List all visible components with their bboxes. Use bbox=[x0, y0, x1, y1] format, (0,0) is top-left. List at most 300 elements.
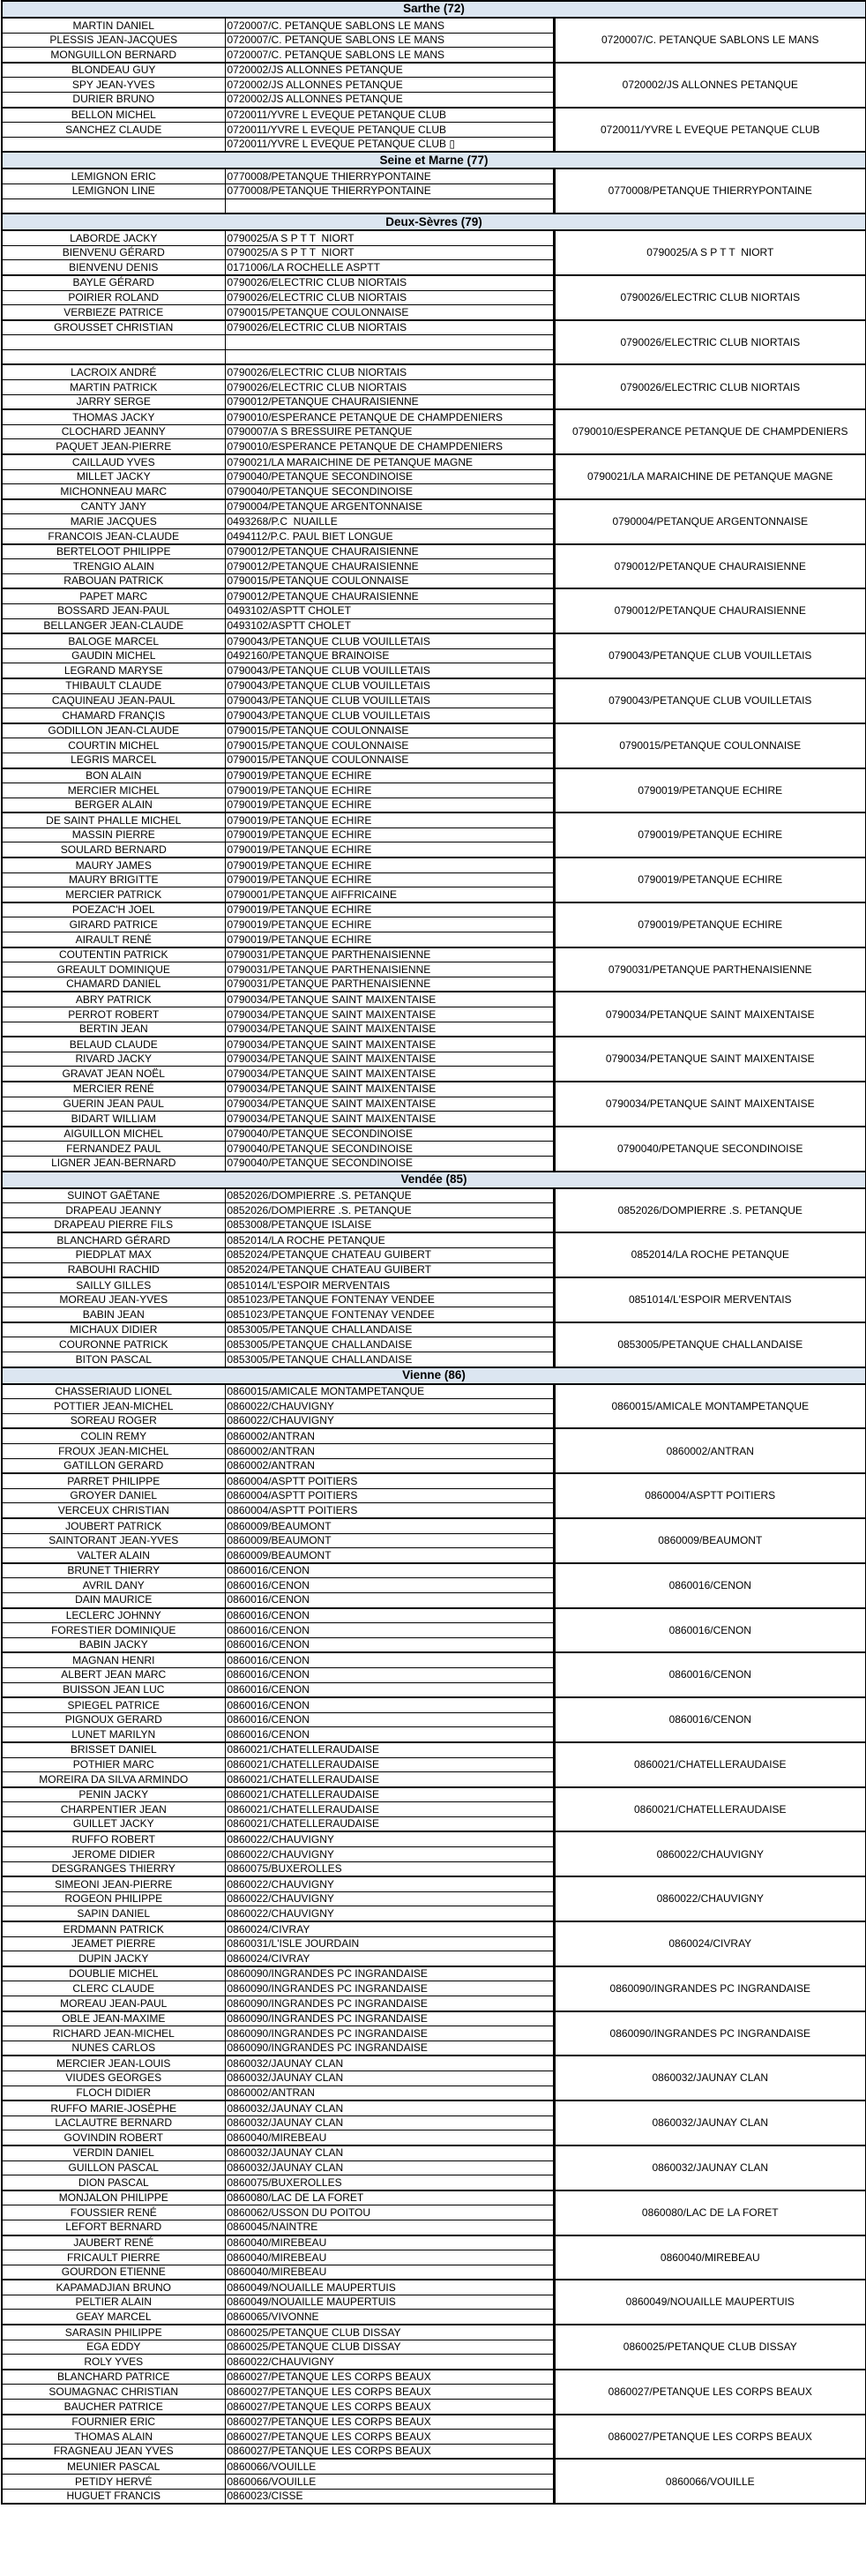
member-licence-club bbox=[225, 349, 554, 364]
group-club: 0860025/PETANQUE CLUB DISSAY bbox=[554, 2325, 866, 2370]
member-name: GUILLET JACKY bbox=[2, 1816, 225, 1831]
member-name: DE SAINT PHALLE MICHEL bbox=[2, 812, 225, 827]
group-club: 0860080/LAC DE LA FORET bbox=[554, 2190, 866, 2235]
member-licence-club: 0860016/CENON bbox=[225, 1727, 554, 1742]
member-name: ROLY YVES bbox=[2, 2355, 225, 2370]
member-licence-club: 0860016/CENON bbox=[225, 1592, 554, 1607]
member-licence-club: 0860040/MIREBEAU bbox=[225, 2250, 554, 2265]
group-club: 0860090/INGRANDES PC INGRANDAISE bbox=[554, 1966, 866, 2011]
member-row bbox=[2, 1787, 866, 1802]
member-licence-club: 0790007/A S BRESSUIRE PETANQUE bbox=[225, 424, 554, 439]
member-licence-club: 0860016/CENON bbox=[225, 1667, 554, 1682]
member-name: BAYLE GÉRARD bbox=[2, 275, 225, 290]
member-name: GUERIN JEAN PAUL bbox=[2, 1097, 225, 1112]
member-licence-club: 0790031/PETANQUE PARTHENAISIENNE bbox=[225, 962, 554, 977]
member-licence-club bbox=[225, 198, 554, 213]
member-name: GREAULT DOMINIQUE bbox=[2, 962, 225, 977]
member-row bbox=[2, 1831, 866, 1846]
group-club: 0790025/A S P T T NIORT bbox=[554, 230, 866, 275]
member-licence-club: 0720002/JS ALLONNES PETANQUE bbox=[225, 63, 554, 78]
member-licence-club: 0790034/PETANQUE SAINT MAIXENTAISE bbox=[225, 1037, 554, 1052]
member-name: MERCIER RENÉ bbox=[2, 1082, 225, 1097]
member-name: LEFORT BERNARD bbox=[2, 2220, 225, 2235]
member-name bbox=[2, 349, 225, 364]
member-row bbox=[2, 902, 866, 917]
member-name: SUINOT GAËTANE bbox=[2, 1188, 225, 1203]
member-licence-club: 0860021/CHATELLERAUDAISE bbox=[225, 1757, 554, 1772]
member-licence-club: 0860090/INGRANDES PC INGRANDAISE bbox=[225, 1996, 554, 2011]
member-row bbox=[2, 18, 866, 33]
member-name: BERTIN JEAN bbox=[2, 1022, 225, 1037]
member-name: FRAGNEAU JEAN YVES bbox=[2, 2444, 225, 2459]
member-licence-club: 0852026/DOMPIERRE .S. PETANQUE bbox=[225, 1203, 554, 1218]
member-name: SPY JEAN-YVES bbox=[2, 78, 225, 93]
member-row bbox=[2, 1277, 866, 1292]
member-licence-club: 0860016/CENON bbox=[225, 1712, 554, 1727]
member-row bbox=[2, 1127, 866, 1142]
member-licence-club: 0853005/PETANQUE CHALLANDAISE bbox=[225, 1322, 554, 1337]
member-name: RICHARD JEAN-MICHEL bbox=[2, 2026, 225, 2041]
member-licence-club: 0860040/MIREBEAU bbox=[225, 2235, 554, 2250]
member-name: MARIE JACQUES bbox=[2, 514, 225, 529]
member-name: THIBAULT CLAUDE bbox=[2, 678, 225, 693]
member-name: FLOCH DIDIER bbox=[2, 2086, 225, 2100]
member-licence-club: 0860040/MIREBEAU bbox=[225, 2265, 554, 2280]
member-licence-club: 0790026/ELECTRIC CLUB NIORTAIS bbox=[225, 320, 554, 335]
member-row bbox=[2, 2459, 866, 2474]
member-name: SAILLY GILLES bbox=[2, 1277, 225, 1292]
member-licence-club: 0860032/JAUNAY CLAN bbox=[225, 2100, 554, 2115]
member-licence-club: 0860009/BEAUMONT bbox=[225, 1548, 554, 1563]
section-header: Deux-Sèvres (79) bbox=[2, 213, 866, 230]
member-name: TRENGIO ALAIN bbox=[2, 559, 225, 574]
member-licence-club: 0860090/INGRANDES PC INGRANDAISE bbox=[225, 2041, 554, 2056]
member-licence-club: 0790012/PETANQUE CHAURAISIENNE bbox=[225, 544, 554, 559]
member-licence-club: 0860022/CHAUVIGNY bbox=[225, 1876, 554, 1891]
group-club: 0860009/BEAUMONT bbox=[554, 1518, 866, 1563]
group-club: 0770008/PETANQUE THIERRYPONTAINE bbox=[554, 168, 866, 213]
group-club: 0860027/PETANQUE LES CORPS BEAUX bbox=[554, 2415, 866, 2460]
member-licence-club: 0790019/PETANQUE ECHIRE bbox=[225, 783, 554, 798]
member-licence-club: 0860022/CHAUVIGNY bbox=[225, 1413, 554, 1428]
member-row bbox=[2, 812, 866, 827]
member-licence-club: 0720002/JS ALLONNES PETANQUE bbox=[225, 78, 554, 93]
group-club: 0790012/PETANQUE CHAURAISIENNE bbox=[554, 588, 866, 633]
member-name bbox=[2, 137, 225, 152]
member-licence-club: 0790021/LA MARAICHINE DE PETANQUE MAGNE bbox=[225, 454, 554, 469]
member-name: MAGNAN HENRI bbox=[2, 1652, 225, 1667]
member-licence-club: 0494112/P.C. PAUL BIET LONGUE bbox=[225, 529, 554, 544]
member-licence-club: 0790019/PETANQUE ECHIRE bbox=[225, 812, 554, 827]
member-name: COURTIN MICHEL bbox=[2, 738, 225, 753]
member-name: CLOCHARD JEANNY bbox=[2, 424, 225, 439]
member-licence-club: 0860024/CIVRAY bbox=[225, 1921, 554, 1936]
group-club: 0790043/PETANQUE CLUB VOUILLETAIS bbox=[554, 633, 866, 678]
member-licence-club: 0860022/CHAUVIGNY bbox=[225, 2355, 554, 2370]
member-name: POTHIER MARC bbox=[2, 1757, 225, 1772]
member-licence-club: 0860066/VOUILLE bbox=[225, 2459, 554, 2474]
member-name: NUNES CARLOS bbox=[2, 2041, 225, 2056]
member-name: SOREAU ROGER bbox=[2, 1413, 225, 1428]
member-name: EGA EDDY bbox=[2, 2340, 225, 2355]
member-name: DRAPEAU PIERRE FILS bbox=[2, 1217, 225, 1232]
member-licence-club: 0860040/MIREBEAU bbox=[225, 2130, 554, 2145]
member-name: LEGRIS MARCEL bbox=[2, 753, 225, 768]
member-name: LUNET MARILYN bbox=[2, 1727, 225, 1742]
section-header-row bbox=[2, 1367, 866, 1384]
member-name: ABRY PATRICK bbox=[2, 992, 225, 1007]
member-licence-club: 0860066/VOUILLE bbox=[225, 2475, 554, 2490]
member-name: SPIEGEL PATRICE bbox=[2, 1697, 225, 1712]
member-name: CHASSERIAUD LIONEL bbox=[2, 1384, 225, 1399]
member-licence-club: 0860032/JAUNAY CLAN bbox=[225, 2115, 554, 2130]
member-licence-club: 0860090/INGRANDES PC INGRANDAISE bbox=[225, 2026, 554, 2041]
group-club: 0860015/AMICALE MONTAMPETANQUE bbox=[554, 1384, 866, 1429]
group-club: 0790010/ESPERANCE PETANQUE DE CHAMPDENIERS bbox=[554, 409, 866, 454]
member-name: JAUBERT RENÉ bbox=[2, 2235, 225, 2250]
group-club: 0860027/PETANQUE LES CORPS BEAUX bbox=[554, 2370, 866, 2415]
section-header: Sarthe (72) bbox=[2, 1, 866, 18]
section-header-row bbox=[2, 152, 866, 168]
group-club: 0790012/PETANQUE CHAURAISIENNE bbox=[554, 544, 866, 589]
member-name: BELLANGER JEAN-CLAUDE bbox=[2, 618, 225, 633]
member-name: BABIN JEAN bbox=[2, 1307, 225, 1322]
member-name: MICHAUX DIDIER bbox=[2, 1322, 225, 1337]
member-row bbox=[2, 1563, 866, 1578]
member-name: FORESTIER DOMINIQUE bbox=[2, 1623, 225, 1638]
member-name: BLONDEAU GUY bbox=[2, 63, 225, 78]
group-club: 0860016/CENON bbox=[554, 1652, 866, 1697]
member-name: BON ALAIN bbox=[2, 768, 225, 783]
member-row bbox=[2, 1322, 866, 1337]
member-name: FROUX JEAN-MICHEL bbox=[2, 1444, 225, 1459]
member-name: BAUCHER PATRICE bbox=[2, 2400, 225, 2415]
member-licence-club: 0492160/PETANQUE BRAINOISE bbox=[225, 648, 554, 663]
member-row bbox=[2, 168, 866, 183]
member-name: LACLAUTRE BERNARD bbox=[2, 2115, 225, 2130]
member-licence-club: 0790025/A S P T T NIORT bbox=[225, 245, 554, 260]
member-licence-club: 0853005/PETANQUE CHALLANDAISE bbox=[225, 1352, 554, 1367]
member-name: ROGEON PHILIPPE bbox=[2, 1891, 225, 1906]
member-name: DRAPEAU JEANNY bbox=[2, 1203, 225, 1218]
member-licence-club: 0493268/P.C NUAILLE bbox=[225, 514, 554, 529]
member-name: MASSIN PIERRE bbox=[2, 827, 225, 842]
member-licence-club: 0860016/CENON bbox=[225, 1637, 554, 1652]
section-header-row bbox=[2, 1172, 866, 1188]
member-name: FERNANDEZ PAUL bbox=[2, 1142, 225, 1157]
group-club: 0790040/PETANQUE SECONDINOISE bbox=[554, 1127, 866, 1172]
member-name: MONJALON PHILIPPE bbox=[2, 2190, 225, 2205]
member-licence-club: 0790034/PETANQUE SAINT MAIXENTAISE bbox=[225, 992, 554, 1007]
member-name: GOVINDIN ROBERT bbox=[2, 2130, 225, 2145]
member-row bbox=[2, 992, 866, 1007]
section-header-row bbox=[2, 1, 866, 18]
member-licence-club: 0790040/PETANQUE SECONDINOISE bbox=[225, 1142, 554, 1157]
member-name: LACROIX ANDRÉ bbox=[2, 364, 225, 379]
member-licence-club: 0790034/PETANQUE SAINT MAIXENTAISE bbox=[225, 1067, 554, 1082]
group-club: 0790043/PETANQUE CLUB VOUILLETAIS bbox=[554, 678, 866, 723]
group-club: 0790019/PETANQUE ECHIRE bbox=[554, 902, 866, 947]
member-name: MOREAU JEAN-YVES bbox=[2, 1292, 225, 1307]
member-name: BERTELOOT PHILIPPE bbox=[2, 544, 225, 559]
member-name: THOMAS JACKY bbox=[2, 409, 225, 424]
member-licence-club: 0860090/INGRANDES PC INGRANDAISE bbox=[225, 1966, 554, 1981]
member-licence-club: 0790010/ESPERANCE PETANQUE DE CHAMPDENIERS bbox=[225, 409, 554, 424]
member-licence-club: 0790019/PETANQUE ECHIRE bbox=[225, 827, 554, 842]
member-licence-club: 0860065/VIVONNE bbox=[225, 2310, 554, 2325]
member-name: GROYER DANIEL bbox=[2, 1488, 225, 1503]
member-licence-club: 0853008/PETANQUE ISLAISE bbox=[225, 1217, 554, 1232]
group-club: 0790019/PETANQUE ECHIRE bbox=[554, 857, 866, 902]
member-licence-club: 0720007/C. PETANQUE SABLONS LE MANS bbox=[225, 48, 554, 63]
member-row bbox=[2, 1384, 866, 1399]
member-licence-club: 0790034/PETANQUE SAINT MAIXENTAISE bbox=[225, 1097, 554, 1112]
member-licence-club: 0860032/JAUNAY CLAN bbox=[225, 2160, 554, 2175]
member-licence-club: 0860022/CHAUVIGNY bbox=[225, 1891, 554, 1906]
member-licence-club: 0790034/PETANQUE SAINT MAIXENTAISE bbox=[225, 1112, 554, 1127]
member-name: OBLE JEAN-MAXIME bbox=[2, 2011, 225, 2026]
member-row bbox=[2, 2415, 866, 2430]
group-club: 0720007/C. PETANQUE SABLONS LE MANS bbox=[554, 18, 866, 63]
member-licence-club: 0860004/ASPTT POITIERS bbox=[225, 1473, 554, 1488]
member-licence-club: 0790012/PETANQUE CHAURAISIENNE bbox=[225, 588, 554, 603]
member-row bbox=[2, 1188, 866, 1203]
group-club: 0853005/PETANQUE CHALLANDAISE bbox=[554, 1322, 866, 1367]
member-licence-club: 0860027/PETANQUE LES CORPS BEAUX bbox=[225, 2370, 554, 2385]
member-licence-club: 0860002/ANTRAN bbox=[225, 2086, 554, 2100]
member-licence-club: 0860016/CENON bbox=[225, 1697, 554, 1712]
member-row bbox=[2, 2011, 866, 2026]
member-name: PAQUET JEAN-PIERRE bbox=[2, 439, 225, 454]
section-header: Vendée (85) bbox=[2, 1172, 866, 1188]
member-name: AIGUILLON MICHEL bbox=[2, 1127, 225, 1142]
member-name: GOURDON ETIENNE bbox=[2, 2265, 225, 2280]
member-licence-club: 0790040/PETANQUE SECONDINOISE bbox=[225, 484, 554, 499]
member-name: CHAMARD DANIEL bbox=[2, 977, 225, 992]
member-name: FOUSSIER RENÉ bbox=[2, 2205, 225, 2220]
member-row bbox=[2, 1518, 866, 1533]
member-licence-club: 0790043/PETANQUE CLUB VOUILLETAIS bbox=[225, 708, 554, 723]
member-name: DAIN MAURICE bbox=[2, 1592, 225, 1607]
member-row bbox=[2, 2056, 866, 2071]
member-name: CANTY JANY bbox=[2, 499, 225, 514]
member-licence-club: 0790026/ELECTRIC CLUB NIORTAIS bbox=[225, 364, 554, 379]
member-name: VERCEUX CHRISTIAN bbox=[2, 1503, 225, 1518]
member-licence-club: 0852024/PETANQUE CHATEAU GUIBERT bbox=[225, 1262, 554, 1277]
member-name: POIRIER ROLAND bbox=[2, 290, 225, 305]
member-name: CAILLAUD YVES bbox=[2, 454, 225, 469]
member-licence-club: 0860016/CENON bbox=[225, 1682, 554, 1697]
member-row bbox=[2, 768, 866, 783]
member-row bbox=[2, 275, 866, 290]
member-name: COURONNE PATRICK bbox=[2, 1337, 225, 1352]
member-name: FRANCOIS JEAN-CLAUDE bbox=[2, 529, 225, 544]
member-name: MILLET JACKY bbox=[2, 469, 225, 484]
member-licence-club: 0860004/ASPTT POITIERS bbox=[225, 1503, 554, 1518]
member-name: BELLON MICHEL bbox=[2, 108, 225, 123]
member-name: VERDIN DANIEL bbox=[2, 2145, 225, 2160]
member-name: PIEDPLAT MAX bbox=[2, 1247, 225, 1262]
member-name: RIVARD JACKY bbox=[2, 1052, 225, 1067]
member-licence-club: 0790012/PETANQUE CHAURAISIENNE bbox=[225, 394, 554, 409]
member-name: JEROME DIDIER bbox=[2, 1847, 225, 1862]
member-name: BIDART WILLIAM bbox=[2, 1112, 225, 1127]
member-licence-club: 0860032/JAUNAY CLAN bbox=[225, 2056, 554, 2071]
member-licence-club: 0860027/PETANQUE LES CORPS BEAUX bbox=[225, 2415, 554, 2430]
member-licence-club: 0720011/YVRE L EVEQUE PETANQUE CLUB bbox=[225, 108, 554, 123]
member-licence-club: 0860075/BUXEROLLES bbox=[225, 1861, 554, 1876]
member-name: SOUMAGNAC CHRISTIAN bbox=[2, 2385, 225, 2400]
group-club: 0790021/LA MARAICHINE DE PETANQUE MAGNE bbox=[554, 454, 866, 499]
member-row bbox=[2, 2145, 866, 2160]
roster-table bbox=[1, 0, 866, 2505]
member-name: POEZAC'H JOEL bbox=[2, 902, 225, 917]
member-licence-club: 0790040/PETANQUE SECONDINOISE bbox=[225, 1127, 554, 1142]
group-club: 0790031/PETANQUE PARTHENAISIENNE bbox=[554, 947, 866, 992]
member-name: COUTENTIN PATRICK bbox=[2, 947, 225, 962]
member-row bbox=[2, 1037, 866, 1052]
member-licence-club: 0790012/PETANQUE CHAURAISIENNE bbox=[225, 559, 554, 574]
member-row bbox=[2, 454, 866, 469]
member-licence-club: 0790015/PETANQUE COULONNAISE bbox=[225, 753, 554, 768]
member-licence-club: 0720002/JS ALLONNES PETANQUE bbox=[225, 92, 554, 107]
group-club: 0860021/CHATELLERAUDAISE bbox=[554, 1742, 866, 1787]
member-licence-club: 0860023/CISSE bbox=[225, 2489, 554, 2504]
group-club: 0860024/CIVRAY bbox=[554, 1921, 866, 1966]
group-club: 0860032/JAUNAY CLAN bbox=[554, 2145, 866, 2190]
member-name: HUGUET FRANCIS bbox=[2, 2489, 225, 2504]
member-licence-club: 0860016/CENON bbox=[225, 1578, 554, 1593]
member-name: LEMIGNON LINE bbox=[2, 183, 225, 198]
group-club: 0790026/ELECTRIC CLUB NIORTAIS bbox=[554, 275, 866, 320]
group-club: 0852026/DOMPIERRE .S. PETANQUE bbox=[554, 1188, 866, 1233]
member-name: RUFFO ROBERT bbox=[2, 1831, 225, 1846]
member-licence-club: 0790019/PETANQUE ECHIRE bbox=[225, 932, 554, 947]
member-licence-club: 0860016/CENON bbox=[225, 1608, 554, 1623]
member-licence-club: 0851023/PETANQUE FONTENAY VENDEE bbox=[225, 1307, 554, 1322]
group-club: 0860040/MIREBEAU bbox=[554, 2235, 866, 2280]
group-club: 0852014/LA ROCHE PETANQUE bbox=[554, 1232, 866, 1277]
member-licence-club: 0860009/BEAUMONT bbox=[225, 1533, 554, 1548]
member-row bbox=[2, 1428, 866, 1443]
member-name: GAUDIN MICHEL bbox=[2, 648, 225, 663]
member-name: SARASIN PHILIPPE bbox=[2, 2325, 225, 2340]
member-licence-club: 0860002/ANTRAN bbox=[225, 1428, 554, 1443]
member-row bbox=[2, 2280, 866, 2295]
member-row bbox=[2, 108, 866, 123]
member-name: RABOUAN PATRICK bbox=[2, 573, 225, 588]
member-licence-club: 0790043/PETANQUE CLUB VOUILLETAIS bbox=[225, 663, 554, 678]
member-licence-club: 0860049/NOUAILLE MAUPERTUIS bbox=[225, 2280, 554, 2295]
member-name: JARRY SERGE bbox=[2, 394, 225, 409]
member-licence-club: 0790040/PETANQUE SECONDINOISE bbox=[225, 469, 554, 484]
member-licence-club: 0790031/PETANQUE PARTHENAISIENNE bbox=[225, 947, 554, 962]
member-name: LEGRAND MARYSE bbox=[2, 663, 225, 678]
member-name: CLERC CLAUDE bbox=[2, 1981, 225, 1996]
member-name: GEAY MARCEL bbox=[2, 2310, 225, 2325]
group-club: 0720011/YVRE L EVEQUE PETANQUE CLUB bbox=[554, 108, 866, 153]
section-header: Vienne (86) bbox=[2, 1367, 866, 1384]
member-name: RUFFO MARIE-JOSÈPHE bbox=[2, 2100, 225, 2115]
member-name: PERROT ROBERT bbox=[2, 1007, 225, 1022]
member-name: SANCHEZ CLAUDE bbox=[2, 123, 225, 138]
member-licence-club: 0851014/L'ESPOIR MERVENTAIS bbox=[225, 1277, 554, 1292]
member-name: JOUBERT PATRICK bbox=[2, 1518, 225, 1533]
group-club: 0860090/INGRANDES PC INGRANDAISE bbox=[554, 2011, 866, 2056]
member-licence-club: 0852026/DOMPIERRE .S. PETANQUE bbox=[225, 1188, 554, 1203]
member-licence-club: 0860049/NOUAILLE MAUPERTUIS bbox=[225, 2295, 554, 2310]
member-licence-club: 0860080/LAC DE LA FORET bbox=[225, 2190, 554, 2205]
group-club: 0790015/PETANQUE COULONNAISE bbox=[554, 723, 866, 768]
group-club: 0790034/PETANQUE SAINT MAIXENTAISE bbox=[554, 1082, 866, 1127]
member-licence-club: 0790019/PETANQUE ECHIRE bbox=[225, 902, 554, 917]
member-licence-club: 0860062/USSON DU POITOU bbox=[225, 2205, 554, 2220]
member-name: JEAMET PIERRE bbox=[2, 1936, 225, 1951]
member-name: PIGNOUX GERARD bbox=[2, 1712, 225, 1727]
member-licence-club: 0720011/YVRE L EVEQUE PETANQUE CLUB bbox=[225, 123, 554, 138]
member-licence-club: 0493102/ASPTT CHOLET bbox=[225, 603, 554, 618]
member-name: GATILLON GERARD bbox=[2, 1458, 225, 1473]
member-row bbox=[2, 2325, 866, 2340]
section-header: Seine et Marne (77) bbox=[2, 152, 866, 168]
member-name: BIENVENU GÉRARD bbox=[2, 245, 225, 260]
member-licence-club: 0790026/ELECTRIC CLUB NIORTAIS bbox=[225, 380, 554, 395]
member-licence-club: 0860002/ANTRAN bbox=[225, 1444, 554, 1459]
member-name: MERCIER PATRICK bbox=[2, 887, 225, 902]
member-licence-club: 0790043/PETANQUE CLUB VOUILLETAIS bbox=[225, 693, 554, 708]
group-club: 0860021/CHATELLERAUDAISE bbox=[554, 1787, 866, 1832]
member-row bbox=[2, 588, 866, 603]
member-name: DUPIN JACKY bbox=[2, 1951, 225, 1966]
member-licence-club: 0790031/PETANQUE PARTHENAISIENNE bbox=[225, 977, 554, 992]
member-name: DION PASCAL bbox=[2, 2175, 225, 2190]
member-name: POTTIER JEAN-MICHEL bbox=[2, 1399, 225, 1414]
member-name bbox=[2, 335, 225, 350]
section-header-row bbox=[2, 213, 866, 230]
member-name: KAPAMADJIAN BRUNO bbox=[2, 2280, 225, 2295]
group-club: 0851014/L'ESPOIR MERVENTAIS bbox=[554, 1277, 866, 1322]
member-licence-club: 0853005/PETANQUE CHALLANDAISE bbox=[225, 1337, 554, 1352]
member-licence-club: 0790019/PETANQUE ECHIRE bbox=[225, 872, 554, 887]
member-name: CHAMARD FRANÇIS bbox=[2, 708, 225, 723]
member-name: PLESSIS JEAN-JACQUES bbox=[2, 33, 225, 48]
member-licence-club: 0790019/PETANQUE ECHIRE bbox=[225, 798, 554, 812]
member-licence-club: 0790019/PETANQUE ECHIRE bbox=[225, 857, 554, 872]
group-club: 0860066/VOUILLE bbox=[554, 2459, 866, 2504]
member-name: MONGUILLON BERNARD bbox=[2, 48, 225, 63]
group-club: 0860032/JAUNAY CLAN bbox=[554, 2100, 866, 2145]
member-name: GRAVAT JEAN NOËL bbox=[2, 1067, 225, 1082]
member-licence-club: 0860021/CHATELLERAUDAISE bbox=[225, 1802, 554, 1817]
member-name: SOULARD BERNARD bbox=[2, 842, 225, 857]
member-name: BALOGE MARCEL bbox=[2, 633, 225, 648]
member-name: MAURY JAMES bbox=[2, 857, 225, 872]
member-name: PENIN JACKY bbox=[2, 1787, 225, 1802]
member-licence-club: 0860032/JAUNAY CLAN bbox=[225, 2071, 554, 2086]
member-row bbox=[2, 947, 866, 962]
member-licence-club: 0790034/PETANQUE SAINT MAIXENTAISE bbox=[225, 1052, 554, 1067]
member-licence-club: 0790015/PETANQUE COULONNAISE bbox=[225, 305, 554, 320]
member-name: BLANCHARD PATRICE bbox=[2, 2370, 225, 2385]
member-name: MOREIRA DA SILVA ARMINDO bbox=[2, 1772, 225, 1787]
member-licence-club: 0860025/PETANQUE CLUB DISSAY bbox=[225, 2325, 554, 2340]
member-name: LABORDE JACKY bbox=[2, 230, 225, 245]
member-licence-club: 0860004/ASPTT POITIERS bbox=[225, 1488, 554, 1503]
member-row bbox=[2, 1697, 866, 1712]
group-club: 0860002/ANTRAN bbox=[554, 1428, 866, 1473]
member-name: BRISSET DANIEL bbox=[2, 1742, 225, 1757]
member-licence-club: 0860027/PETANQUE LES CORPS BEAUX bbox=[225, 2430, 554, 2445]
